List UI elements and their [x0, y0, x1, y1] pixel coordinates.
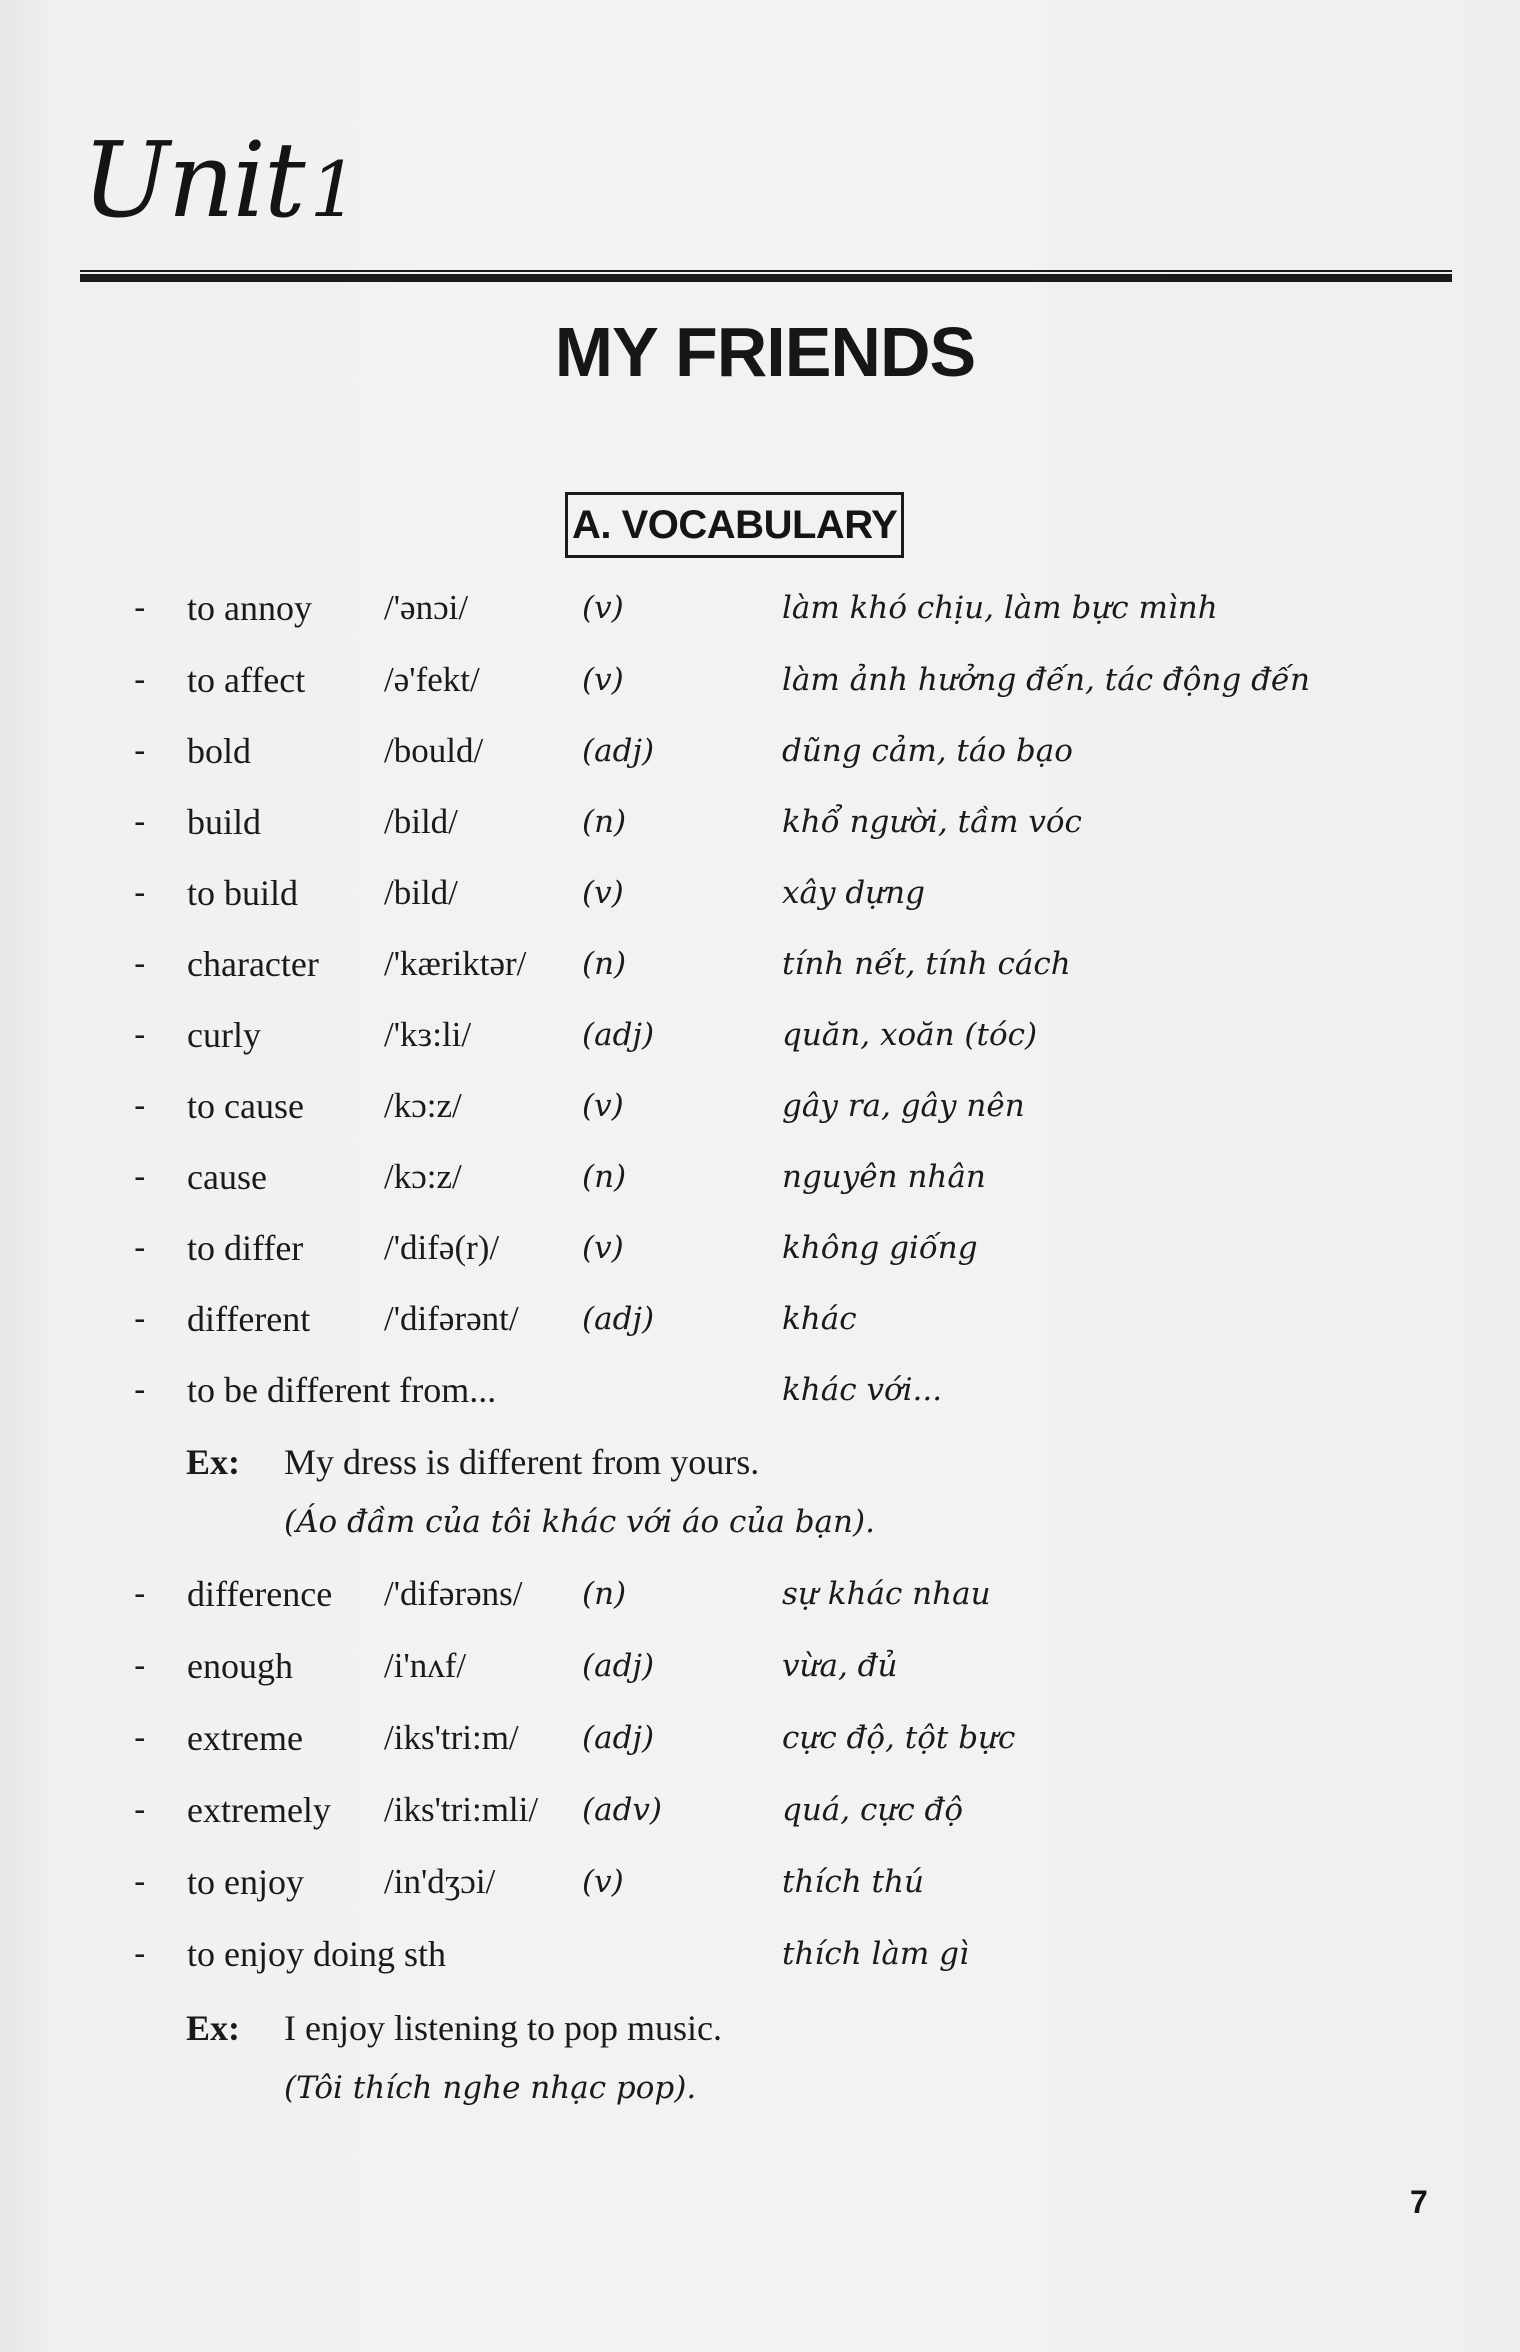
bullet-dash: - — [134, 1370, 146, 1410]
vocab-ipa: /kɔ:z/ — [384, 1086, 462, 1125]
example-translation-text: (Tôi thích nghe nhạc pop). — [284, 2070, 697, 2106]
bullet-dash: - — [134, 1157, 146, 1197]
vocab-meaning: thích làm gì — [782, 1936, 969, 1972]
vocab-word: to enjoy — [187, 1862, 304, 1902]
bullet-dash: - — [134, 731, 146, 771]
bullet-dash: - — [134, 1862, 146, 1902]
unit-number: 1 — [309, 145, 357, 234]
vocab-ipa: /'ənɔi/ — [384, 588, 469, 627]
bullet-dash: - — [134, 588, 146, 628]
vocab-pos: (n) — [582, 1159, 627, 1195]
vocab-word: to affect — [187, 660, 306, 700]
vocab-pos: (adv) — [582, 1792, 663, 1828]
example-label: Ex: — [186, 2008, 240, 2048]
unit-label: Unit — [82, 119, 304, 241]
vocab-meaning: làm khó chịu, làm bực mình — [782, 590, 1218, 626]
example-label: Ex: — [186, 1442, 240, 1482]
vocab-meaning: nguyên nhân — [782, 1159, 986, 1195]
vocab-pos: (adj) — [582, 733, 655, 769]
vocab-word: cause — [187, 1157, 267, 1197]
vocab-pos: (v) — [582, 1864, 624, 1900]
vocab-ipa: /bild/ — [384, 873, 458, 912]
bullet-dash: - — [134, 1574, 146, 1614]
divider-thin-line — [80, 270, 1452, 272]
vocab-pos: (v) — [582, 662, 624, 698]
example-text: I enjoy listening to pop music. — [284, 2008, 722, 2048]
vocab-meaning: xây dựng — [782, 875, 925, 911]
vocab-word: extreme — [187, 1718, 303, 1758]
vocab-meaning: quá, cực độ — [782, 1792, 964, 1828]
bullet-dash: - — [134, 1646, 146, 1686]
bullet-dash: - — [134, 944, 146, 984]
bullet-dash: - — [134, 1934, 146, 1974]
vocab-meaning: thích thú — [782, 1864, 924, 1900]
example-translation-text: (Áo đầm của tôi khác với áo của bạn). — [284, 1504, 875, 1540]
vocab-word: character — [187, 944, 319, 984]
vocab-phrase: to enjoy doing sth — [187, 1934, 446, 1974]
vocab-word: difference — [187, 1574, 333, 1614]
vocab-ipa: /kɔ:z/ — [384, 1157, 462, 1196]
bullet-dash: - — [134, 802, 146, 842]
vocab-ipa: /i'nʌf/ — [384, 1646, 467, 1685]
vocab-pos: (n) — [582, 946, 627, 982]
bullet-dash: - — [134, 660, 146, 700]
vocab-meaning: quăn, xoăn (tóc) — [782, 1017, 1038, 1053]
bullet-dash: - — [134, 1299, 146, 1339]
vocab-meaning: cực độ, tột bực — [782, 1720, 1016, 1756]
vocab-pos: (adj) — [582, 1648, 655, 1684]
vocab-word: different — [187, 1299, 311, 1339]
vocab-meaning: khác — [782, 1301, 857, 1337]
vocab-ipa: /'kæriktər/ — [384, 944, 527, 983]
vocab-word: curly — [187, 1015, 261, 1055]
page-title: MY FRIENDS — [554, 313, 976, 391]
vocab-pos: (v) — [582, 875, 624, 911]
vocab-pos: (n) — [582, 1576, 627, 1612]
header-divider — [80, 270, 1452, 284]
vocab-ipa: /in'dʒɔi/ — [384, 1862, 496, 1901]
divider-thick-line — [80, 274, 1452, 282]
vocab-pos: (n) — [582, 804, 627, 840]
vocab-word: to annoy — [187, 588, 312, 628]
vocab-meaning: làm ảnh hưởng đến, tác động đến — [782, 662, 1310, 698]
bullet-dash: - — [134, 873, 146, 913]
bullet-dash: - — [134, 1015, 146, 1055]
vocab-ipa: /'difə(r)/ — [384, 1228, 500, 1267]
vocab-meaning: gây ra, gây nên — [782, 1088, 1025, 1124]
page-number: 7 — [1410, 2184, 1428, 2220]
vocab-word: to build — [187, 873, 299, 913]
bullet-dash: - — [134, 1718, 146, 1758]
vocab-ipa: /ə'fekt/ — [384, 660, 480, 699]
vocab-word: extremely — [187, 1790, 331, 1830]
vocab-ipa: /bild/ — [384, 802, 458, 841]
vocab-ipa: /iks'tri:m/ — [384, 1718, 519, 1757]
example-text: My dress is different from yours. — [284, 1442, 760, 1482]
vocab-pos: (v) — [582, 1230, 624, 1266]
vocab-word: enough — [187, 1646, 293, 1686]
vocab-meaning: không giống — [782, 1230, 978, 1266]
vocab-meaning: tính nết, tính cách — [782, 946, 1071, 982]
vocab-word: to differ — [187, 1228, 304, 1268]
bullet-dash: - — [134, 1228, 146, 1268]
vocab-pos: (adj) — [582, 1017, 655, 1053]
vocab-meaning: khổ người, tầm vóc — [782, 804, 1082, 840]
vocab-meaning: vừa, đủ — [782, 1648, 898, 1684]
vocab-pos: (adj) — [582, 1301, 655, 1337]
vocab-phrase: to be different from... — [187, 1370, 497, 1410]
vocab-pos: (v) — [582, 1088, 624, 1124]
vocab-ipa: /iks'tri:mli/ — [384, 1790, 539, 1829]
section-heading-vocabulary: A. VOCABULARY — [565, 492, 904, 558]
unit-heading — [82, 119, 357, 241]
vocab-pos: (adj) — [582, 1720, 655, 1756]
vocab-ipa: /'difərənt/ — [384, 1299, 519, 1338]
bullet-dash: - — [134, 1790, 146, 1830]
vocab-ipa: /'kɜ:li/ — [384, 1015, 472, 1054]
vocab-word: build — [187, 802, 262, 842]
vocab-ipa: /'difərəns/ — [384, 1574, 523, 1613]
vocab-word: bold — [187, 731, 252, 771]
vocab-meaning: sự khác nhau — [782, 1576, 991, 1612]
bullet-dash: - — [134, 1086, 146, 1126]
vocab-meaning: khác với... — [782, 1372, 943, 1408]
vocab-meaning: dũng cảm, táo bạo — [782, 733, 1073, 769]
vocab-pos: (v) — [582, 590, 624, 626]
vocab-ipa: /bould/ — [384, 731, 484, 770]
vocab-word: to cause — [187, 1086, 304, 1126]
